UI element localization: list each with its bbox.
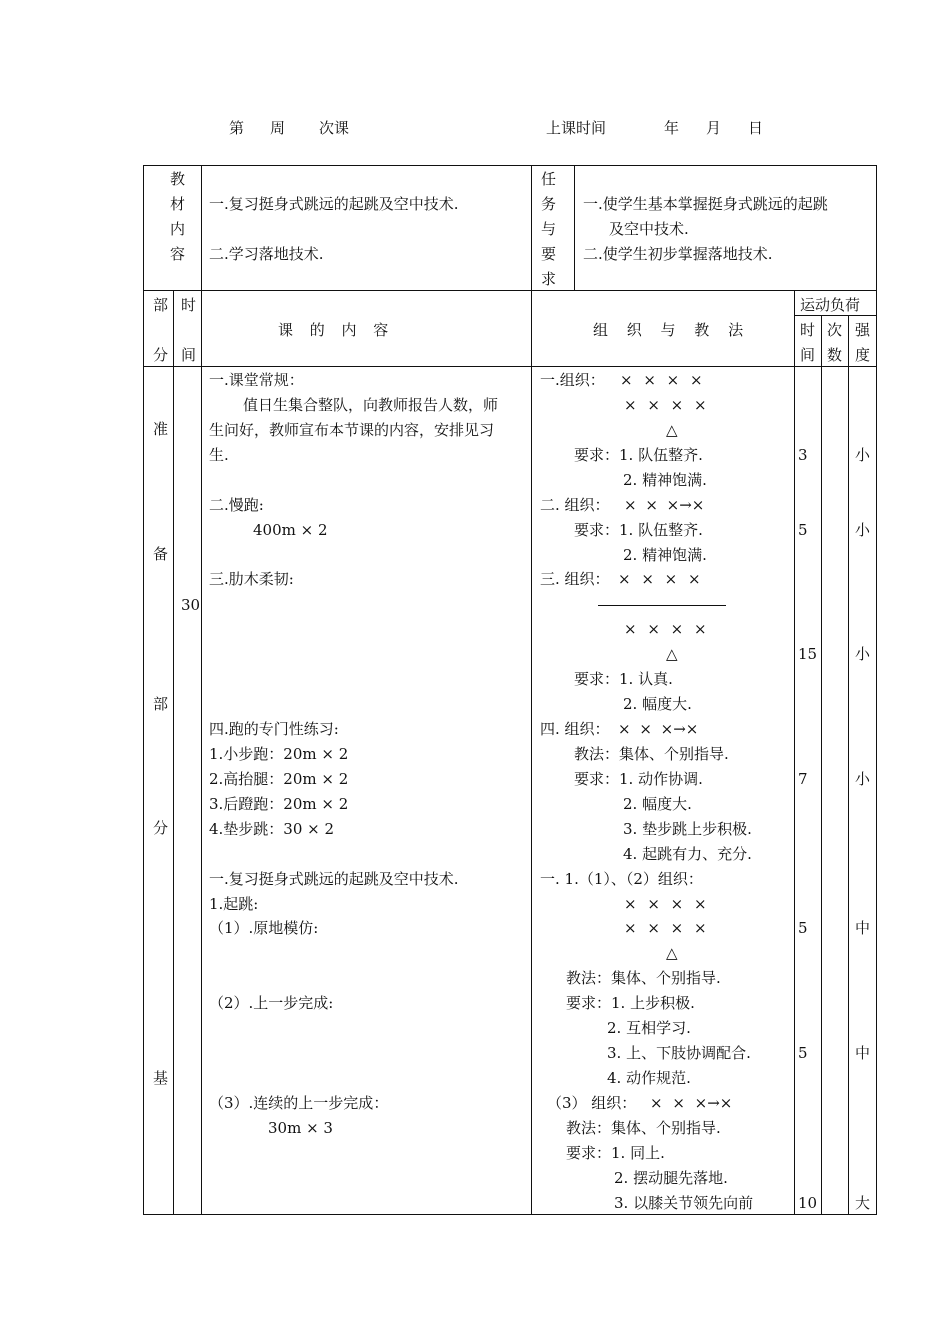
material-item-2: 二.学习落地技术.: [209, 245, 324, 263]
load-intensity: 小: [855, 446, 871, 464]
load-intensity: 中: [855, 1044, 871, 1062]
week-prefix: 第: [229, 119, 245, 137]
part-prep-4: 分: [153, 819, 169, 837]
task-item-1: 一.使学生基本掌握挺身式跳远的起跳: [583, 195, 828, 213]
part-prep-3: 部: [153, 695, 169, 713]
load-time: 5: [798, 1044, 808, 1062]
col-time: 时: [181, 296, 197, 314]
load-time: 10: [798, 1194, 818, 1212]
col-load-intensity: 强: [855, 321, 871, 339]
load-time: 3: [798, 446, 808, 464]
load-intensity: 中: [855, 919, 871, 937]
prep-time: 30: [181, 596, 201, 614]
week-label: 周: [270, 119, 286, 137]
material-item-1: 一.复习挺身式跳远的起跳及空中技术.: [209, 195, 459, 213]
col-part: 部: [153, 296, 169, 314]
load-time: 5: [798, 919, 808, 937]
part-prep-2: 备: [153, 545, 169, 563]
rib-bar-line: [598, 605, 726, 606]
load-intensity: 小: [855, 521, 871, 539]
col-load-count: 次: [827, 321, 843, 339]
part-prep-1: 准: [153, 420, 169, 438]
day-label: 日: [748, 119, 764, 137]
task-item-2: 二.使学生初步掌握落地技术.: [583, 245, 773, 263]
col-load: 运动负荷: [800, 296, 861, 314]
load-intensity: 大: [855, 1194, 871, 1212]
month-label: 月: [706, 119, 722, 137]
class-time-label: 上课时间: [546, 119, 607, 137]
load-time: 7: [798, 770, 808, 788]
lesson-label: 次课: [319, 119, 350, 137]
task-item-1-cont: 及空中技术.: [609, 220, 689, 238]
load-intensity: 小: [855, 645, 871, 663]
year-label: 年: [664, 119, 680, 137]
load-time: 5: [798, 521, 808, 539]
load-time: 15: [798, 645, 818, 663]
load-intensity: 小: [855, 770, 871, 788]
col-method: 组 织 与 教 法: [593, 321, 744, 339]
col-load-time: 时: [800, 321, 816, 339]
part-basic: 基: [153, 1069, 169, 1087]
col-content: 课 的 内 容: [278, 321, 389, 339]
